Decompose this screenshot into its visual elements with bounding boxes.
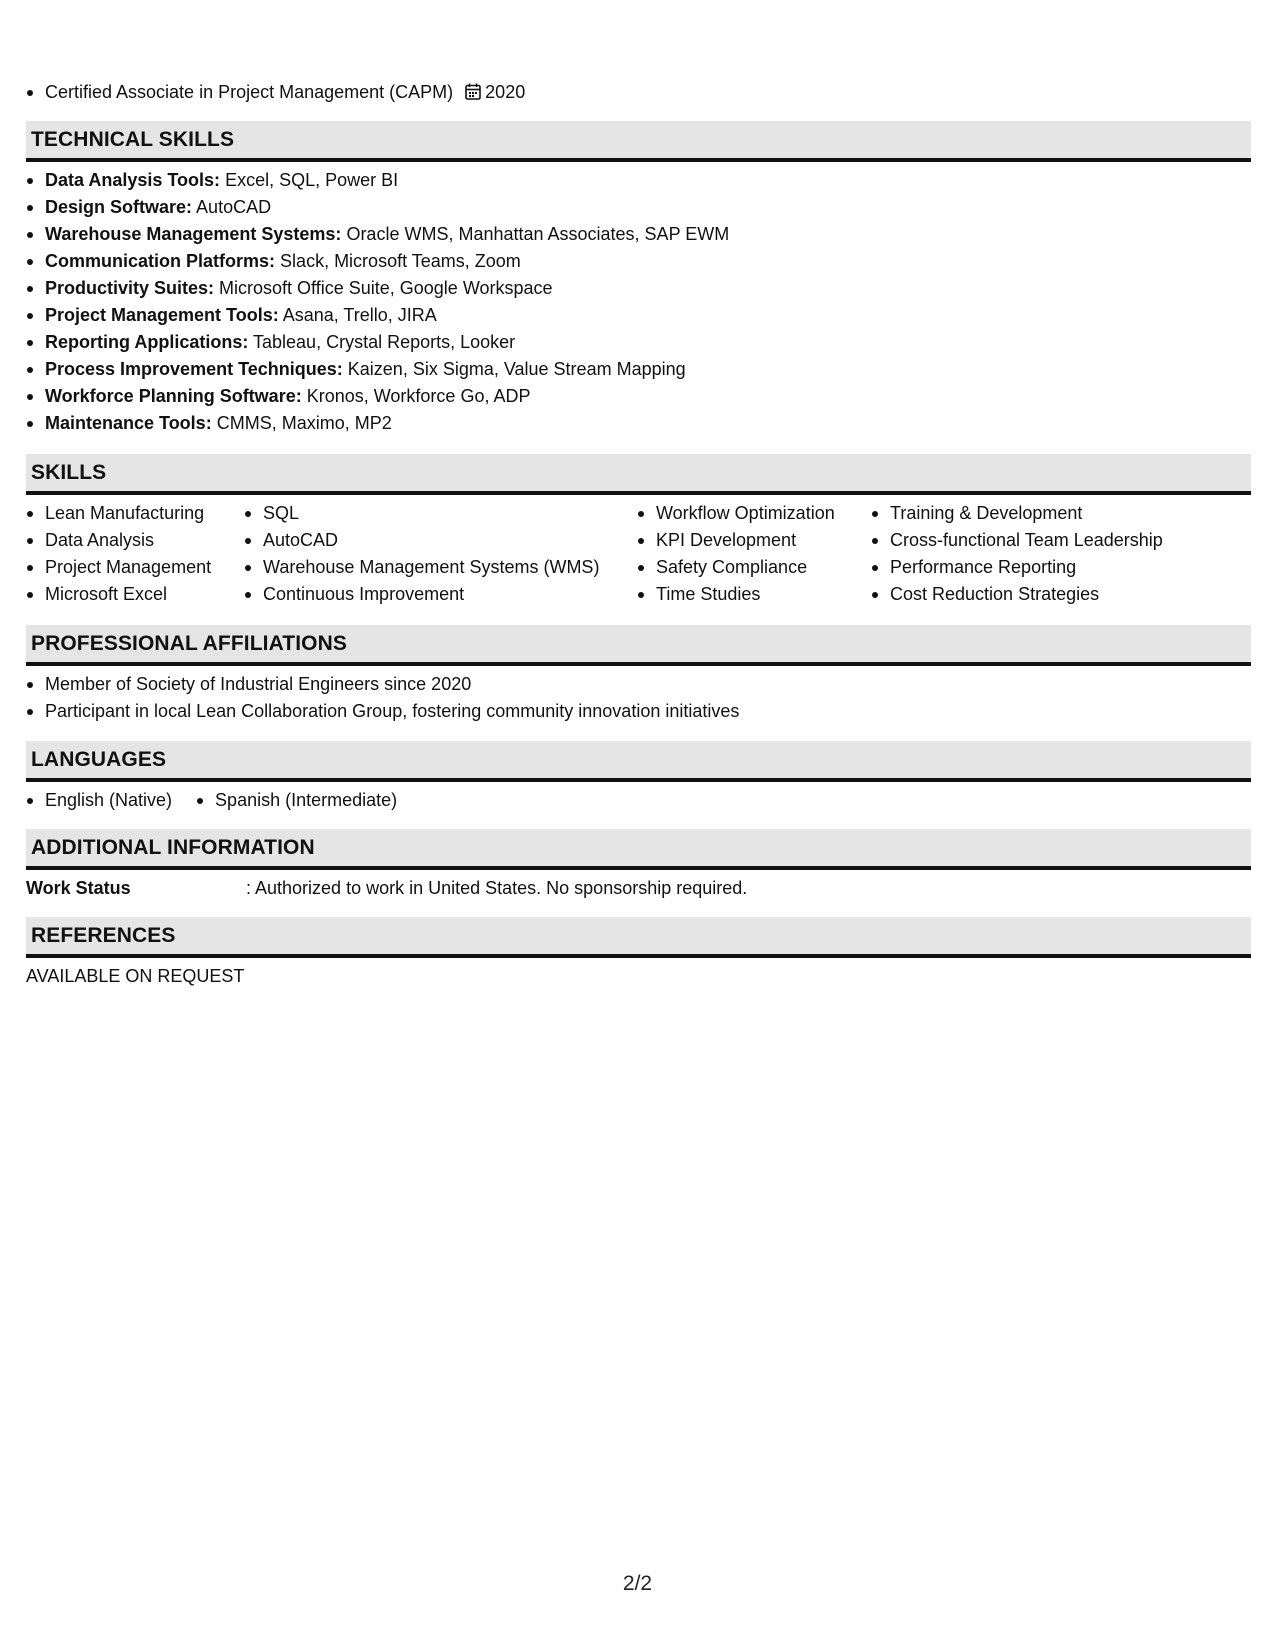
skill-item: Data Analysis xyxy=(26,527,244,554)
skill-item: AutoCAD xyxy=(244,527,637,554)
skill-label: Project Management Tools: xyxy=(45,305,279,325)
skill-item: Cost Reduction Strategies xyxy=(871,581,1231,608)
skill-item: KPI Development xyxy=(637,527,871,554)
technical-skill-item xyxy=(26,275,1251,302)
skill-label: Communication Platforms: xyxy=(45,251,276,271)
languages-section xyxy=(26,741,1251,814)
skill-item: Safety Compliance xyxy=(637,554,871,581)
skills-grid xyxy=(26,495,1251,608)
skill-label: Workforce Planning Software: xyxy=(45,386,302,406)
skill-item: Training & Development xyxy=(871,500,1231,527)
skill-value: Tableau, Crystal Reports, Looker xyxy=(253,332,516,352)
skills-column xyxy=(871,500,1231,608)
skill-value: Asana, Trello, JIRA xyxy=(282,305,437,325)
skill-item: Warehouse Management Systems (WMS) xyxy=(244,554,637,581)
certification-list xyxy=(26,79,525,108)
certification-name: Certified Associate in Project Management (CAPM) xyxy=(45,82,454,102)
technical-skill-item xyxy=(26,167,1251,194)
language-item: English (Native) xyxy=(26,787,172,814)
skill-label: Data Analysis Tools: xyxy=(45,170,221,190)
skill-value: Kaizen, Six Sigma, Value Stream Mapping xyxy=(347,359,686,379)
languages-list xyxy=(26,782,1251,814)
language-item: Spanish (Intermediate) xyxy=(196,787,397,814)
skill-value: Slack, Microsoft Teams, Zoom xyxy=(280,251,521,271)
technical-skill-item xyxy=(26,356,1251,383)
skills-column xyxy=(26,500,244,608)
skill-item: Project Management xyxy=(26,554,244,581)
technical-skills-section xyxy=(26,121,1251,437)
skill-item: Workflow Optimization xyxy=(637,500,871,527)
affiliations-list xyxy=(26,666,1251,725)
technical-skills-title: TECHNICAL SKILLS xyxy=(31,128,235,151)
skill-item: Continuous Improvement xyxy=(244,581,637,608)
skills-title: SKILLS xyxy=(31,461,107,484)
section-header xyxy=(26,829,1251,870)
technical-skill-item xyxy=(26,248,1251,275)
skill-item: Time Studies xyxy=(637,581,871,608)
certification-year: 2020 xyxy=(485,82,526,102)
skill-item: Microsoft Excel xyxy=(26,581,244,608)
calendar-icon xyxy=(465,81,481,108)
skill-label: Process Improvement Techniques: xyxy=(45,359,343,379)
skill-value: Microsoft Office Suite, Google Workspace xyxy=(219,278,553,298)
skills-column xyxy=(637,500,871,608)
skills-column xyxy=(244,500,637,608)
technical-skill-item xyxy=(26,194,1251,221)
references-section xyxy=(26,917,1251,990)
technical-skill-item xyxy=(26,302,1251,329)
skill-label: Maintenance Tools: xyxy=(45,413,212,433)
skill-item: SQL xyxy=(244,500,637,527)
affiliations-title: PROFESSIONAL AFFILIATIONS xyxy=(31,632,347,655)
technical-skill-item xyxy=(26,383,1251,410)
skill-label: Design Software: xyxy=(45,197,193,217)
skill-label: Reporting Applications: xyxy=(45,332,249,352)
work-status-label: Work Status xyxy=(26,878,131,898)
section-header xyxy=(26,454,1251,495)
section-header xyxy=(26,625,1251,666)
certification-item xyxy=(26,79,525,108)
references-title: REFERENCES xyxy=(31,924,176,947)
section-header xyxy=(26,741,1251,782)
work-status-value: : Authorized to work in United States. No sponsorship required. xyxy=(246,878,748,898)
additional-info-section xyxy=(26,829,1251,902)
skill-value: Kronos, Workforce Go, ADP xyxy=(306,386,531,406)
skill-label: Warehouse Management Systems: xyxy=(45,224,342,244)
section-header xyxy=(26,917,1251,958)
affiliation-item: Member of Society of Industrial Engineers since 2020 xyxy=(26,671,1251,698)
skill-value: AutoCAD xyxy=(196,197,272,217)
skill-item: Cross-functional Team Leadership xyxy=(871,527,1231,554)
skills-section xyxy=(26,454,1251,608)
work-status-row xyxy=(26,870,1251,902)
skill-label: Productivity Suites: xyxy=(45,278,215,298)
technical-skills-list xyxy=(26,162,1251,437)
page-number: 2/2 xyxy=(622,1572,653,1595)
skill-value: CMMS, Maximo, MP2 xyxy=(216,413,392,433)
affiliations-section xyxy=(26,625,1251,725)
technical-skill-item xyxy=(26,410,1251,437)
skill-item: Lean Manufacturing xyxy=(26,500,244,527)
skill-item: Performance Reporting xyxy=(871,554,1231,581)
skill-value: Oracle WMS, Manhattan Associates, SAP EWM xyxy=(346,224,730,244)
technical-skill-item xyxy=(26,221,1251,248)
references-text: AVAILABLE ON REQUEST xyxy=(26,966,245,986)
skill-value: Excel, SQL, Power BI xyxy=(225,170,399,190)
additional-info-title: ADDITIONAL INFORMATION xyxy=(31,836,315,859)
section-header xyxy=(26,121,1251,162)
languages-title: LANGUAGES xyxy=(31,748,167,771)
technical-skill-item xyxy=(26,329,1251,356)
affiliation-item: Participant in local Lean Collaboration Group, fostering community innovation initiatives xyxy=(26,698,1251,725)
